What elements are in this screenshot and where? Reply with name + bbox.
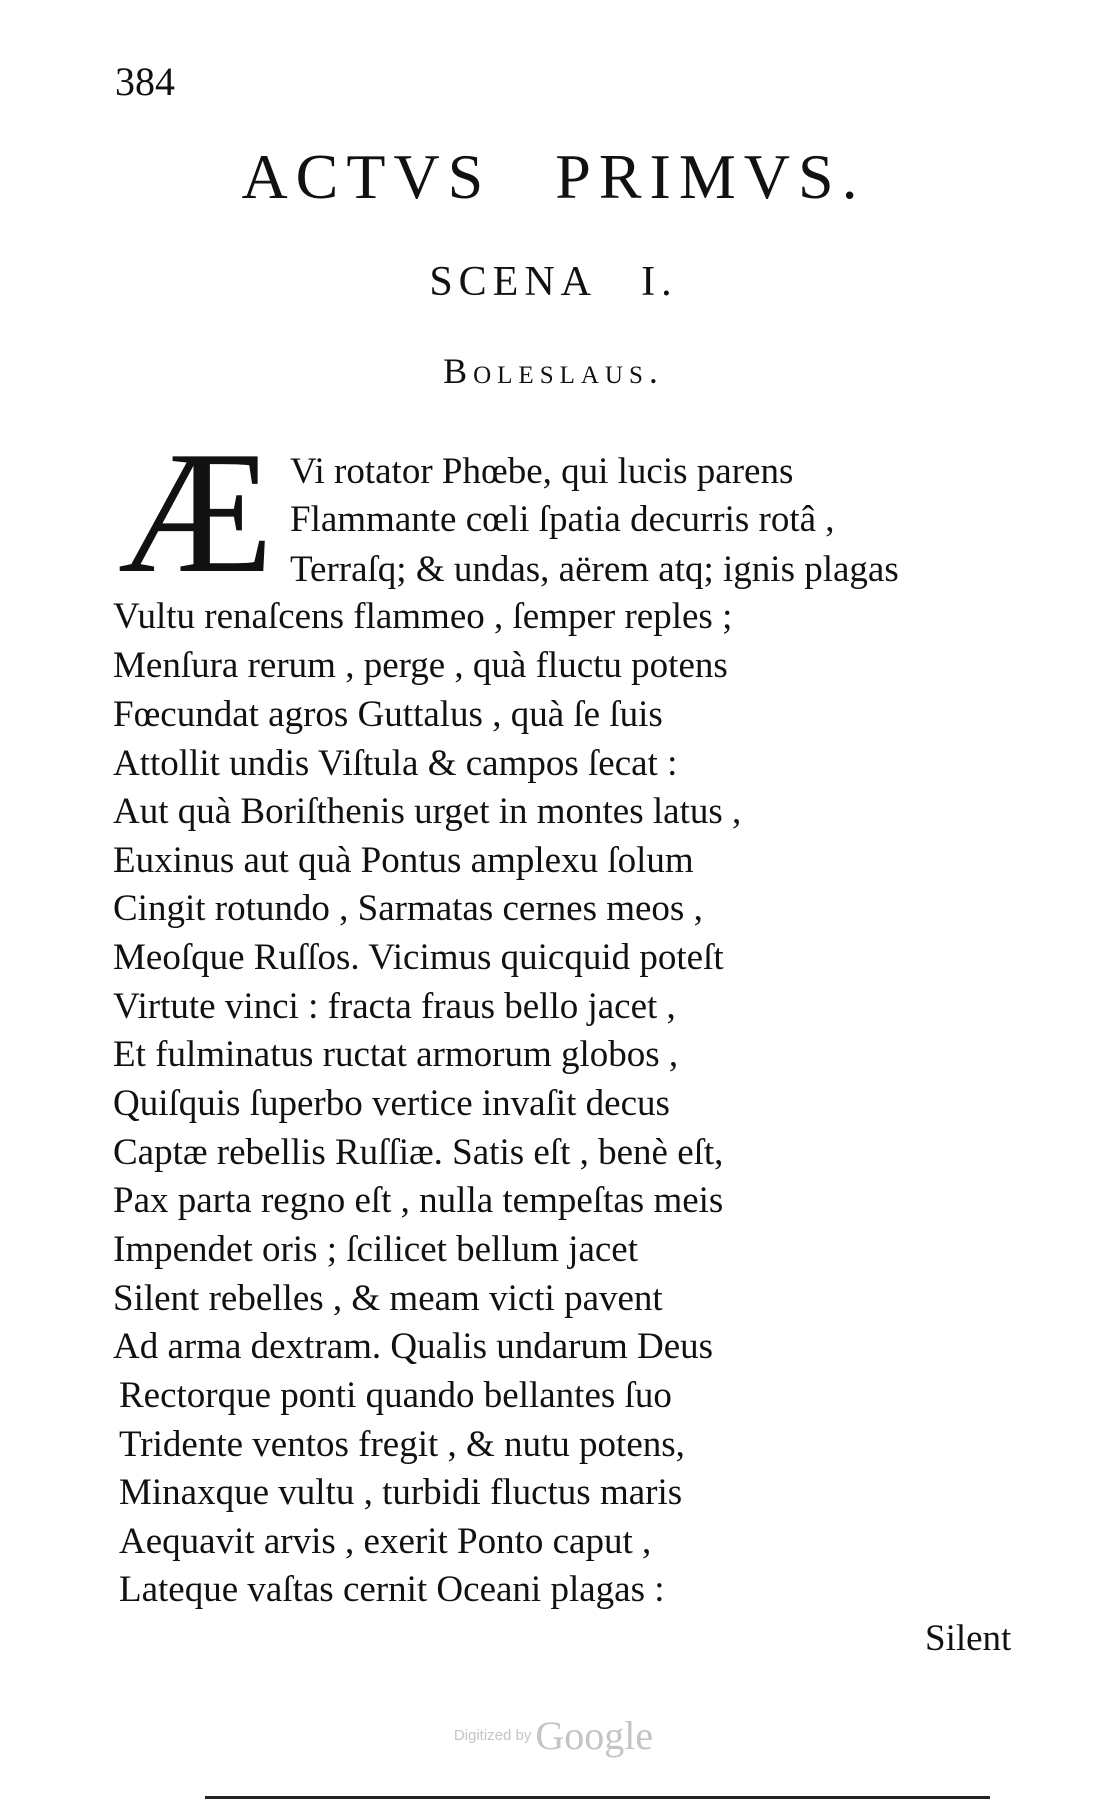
verse-line: Vultu renaſcens flammeo , ſemper reples ; <box>113 596 733 637</box>
scene-title: SCENA I. <box>429 259 678 305</box>
verse-line: Virtute vinci : fracta fraus bello jacet , <box>113 986 676 1027</box>
verse-line: Menſura rerum , perge , quà fluctu potens <box>113 645 728 686</box>
bottom-rule <box>205 1796 990 1799</box>
verse-line: Flammante cœli ſpatia decurris rotâ , <box>290 499 835 540</box>
verse-line: Rectorque ponti quando bellantes ſuo <box>119 1375 672 1416</box>
verse-line: Terraſq; & undas, aërem atq; ignis plagas <box>290 549 899 590</box>
verse-line: Aequavit arvis , exerit Ponto caput , <box>119 1521 652 1562</box>
digitized-by-watermark <box>0 1712 1107 1759</box>
verse-line: Et fulminatus ructat armorum globos , <box>113 1034 679 1075</box>
verse-line: Tridente ventos fregit , & nutu potens, <box>119 1424 685 1465</box>
google-logo: Google <box>535 1713 654 1758</box>
verse-line: Captæ rebellis Ruſſiæ. Satis eſt , benè eſt, <box>113 1132 724 1173</box>
act-title: ACTVS PRIMVS. <box>241 141 866 212</box>
catchword: Silent <box>925 1618 1012 1659</box>
verse-line: Vi rotator Phœbe, qui lucis parens <box>290 451 794 492</box>
verse-line: Meoſque Ruſſos. Vicimus quicquid poteſt <box>113 937 724 978</box>
verse-line: Cingit rotundo , Sarmatas cernes meos , <box>113 888 703 929</box>
page-number: 384 <box>115 59 175 104</box>
verse-line: Lateque vaſtas cernit Oceani plagas : <box>119 1569 665 1610</box>
verse-line: Pax parta regno eſt , nulla tempeſtas meis <box>113 1180 724 1221</box>
verse-line: Fœcundat agros Guttalus , quà ſe ſuis <box>113 694 663 735</box>
speaker-name: Boleslaus. <box>443 351 664 391</box>
verse-line: Quiſquis ſuperbo vertice invaſit decus <box>113 1083 670 1124</box>
verse-line: Minaxque vultu , turbidi fluctus maris <box>119 1472 683 1513</box>
verse-line: Aut quà Boriſthenis urget in montes latus , <box>113 791 742 832</box>
verse-line: Silent rebelles , & meam victi pavent <box>113 1278 663 1319</box>
verse-line: Ad arma dextram. Qualis undarum Deus <box>113 1326 714 1367</box>
verse-line: Attollit undis Viſtula & campos ſecat : <box>113 743 678 784</box>
digitized-by-label: Digitized by <box>453 1727 532 1744</box>
drop-cap: Æ <box>118 415 274 609</box>
verse-line: Impendet oris ; ſcilicet bellum jacet <box>113 1229 639 1270</box>
verse-line: Euxinus aut quà Pontus amplexu ſolum <box>113 840 694 881</box>
